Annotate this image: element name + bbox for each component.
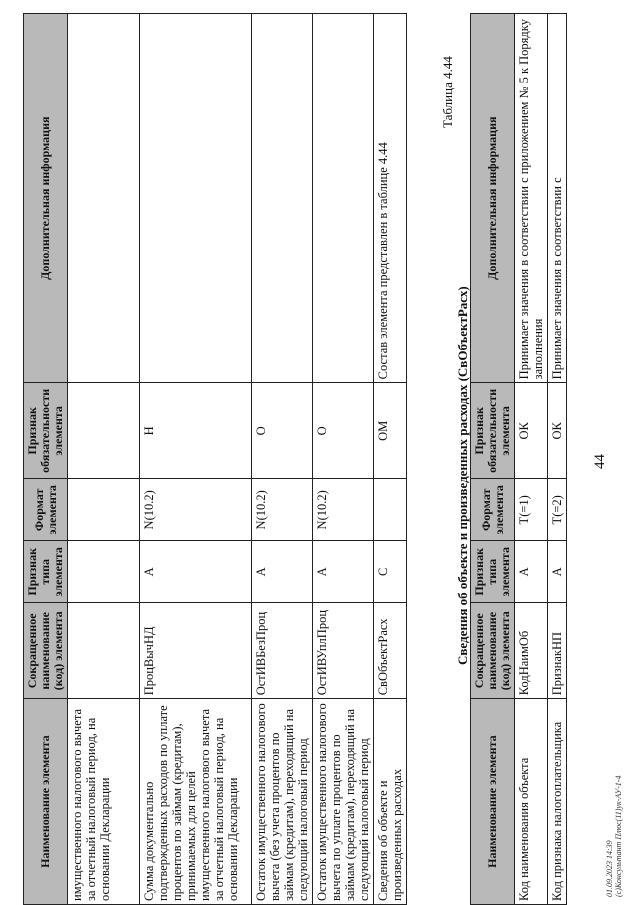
cell-type bbox=[68, 541, 140, 603]
cell-format: N(10.2) bbox=[313, 479, 374, 541]
cell-format: N(10.2) bbox=[140, 479, 252, 541]
header-name: Наименование элемента bbox=[471, 699, 515, 905]
cell-info bbox=[140, 14, 252, 383]
header-name: Наименование элемента bbox=[24, 699, 68, 905]
cell-short bbox=[68, 603, 140, 699]
cell-name: Остаток имущественного налогового вычета по уплате процентов по займам (кредитам), переходящий на следующий налоговый период bbox=[313, 699, 374, 905]
cell-type: А bbox=[313, 541, 374, 603]
header-short: Сокращенное наименование (код) элемента bbox=[24, 603, 68, 699]
cell-format: T(=1) bbox=[515, 479, 548, 541]
cell-format bbox=[68, 479, 140, 541]
table-title: Сведения об объекте и произведенных расходах (СвОбъектРасх) bbox=[455, 286, 470, 665]
header-required: Признак обязательности элемента bbox=[24, 383, 68, 479]
elements-table-continued bbox=[23, 13, 407, 905]
cell-format: N(10.2) bbox=[252, 479, 313, 541]
page-number: 44 bbox=[592, 454, 608, 469]
cell-type: А bbox=[140, 541, 252, 603]
cell-required: О bbox=[313, 383, 374, 479]
stamp-source: (c)Консультант Плюс(11)ук-АУ-1-4 bbox=[614, 775, 623, 897]
cell-short: СвОбъектРасх bbox=[374, 603, 407, 699]
cell-short: ПроцВычНД bbox=[140, 603, 252, 699]
table-row bbox=[515, 14, 548, 905]
cell-required: О bbox=[252, 383, 313, 479]
header-required: Признак обязательности элемента bbox=[471, 383, 515, 479]
cell-required: ОК bbox=[515, 383, 548, 479]
table-header-row bbox=[471, 14, 515, 905]
cell-required: ОК bbox=[548, 383, 567, 479]
object-expenses-table bbox=[470, 13, 567, 905]
cell-name: Остаток имущественного налогового вычета (без учета процентов по займам (кредитам), переходящий на следующий налоговый период bbox=[252, 699, 313, 905]
table-row bbox=[252, 14, 313, 905]
cell-info bbox=[313, 14, 374, 383]
cell-type: А bbox=[252, 541, 313, 603]
cell-name: имущественного налогового вычета за отчетный налоговый период, на основании Декларации bbox=[68, 699, 140, 905]
print-stamp bbox=[605, 776, 623, 897]
table-row bbox=[68, 14, 140, 905]
cell-info bbox=[68, 14, 140, 383]
header-info: Дополнительная информация bbox=[24, 14, 68, 383]
table-caption: Таблица 4.44 bbox=[440, 56, 455, 128]
header-format: Формат элемента bbox=[24, 479, 68, 541]
cell-short: ПризнакНП bbox=[548, 603, 567, 699]
cell-format bbox=[374, 479, 407, 541]
cell-info: Состав элемента представлен в таблице 4.44 bbox=[374, 14, 407, 383]
cell-name: Сумма документально подтвержденных расходов по уплате процентов по займам (кредитам), принимаемых для целей имущественного налогового вычета за отчетный налоговый период, на основании Декларации bbox=[140, 699, 252, 905]
table-row bbox=[548, 14, 567, 905]
cell-short: ОстИВБезПроц bbox=[252, 603, 313, 699]
header-short: Сокращенное наименование (код) элемента bbox=[471, 603, 515, 699]
cell-type: А bbox=[548, 541, 567, 603]
cell-required bbox=[68, 383, 140, 479]
header-info: Дополнительная информация bbox=[471, 14, 515, 383]
cell-required: ОМ bbox=[374, 383, 407, 479]
cell-name: Код признака налогоплательщика bbox=[548, 699, 567, 905]
cell-name: Сведения об объекте и произведенных расходах bbox=[374, 699, 407, 905]
table-row bbox=[374, 14, 407, 905]
header-format: Формат элемента bbox=[471, 479, 515, 541]
cell-info: Принимает значения в соответствии с приложением № 5 к Порядку заполнения bbox=[515, 14, 548, 383]
cell-info bbox=[252, 14, 313, 383]
table-header-row bbox=[24, 14, 68, 905]
cell-name: Код наименования объекта bbox=[515, 699, 548, 905]
table-row bbox=[313, 14, 374, 905]
header-type: Признак типа элемента bbox=[471, 541, 515, 603]
header-type: Признак типа элемента bbox=[24, 541, 68, 603]
cell-short: ОстИВУплПроц bbox=[313, 603, 374, 699]
table-row bbox=[140, 14, 252, 905]
stamp-date: 01.09.2023 14:39 bbox=[605, 840, 614, 897]
cell-short: КодНаимОб bbox=[515, 603, 548, 699]
cell-type: С bbox=[374, 541, 407, 603]
cell-type: А bbox=[515, 541, 548, 603]
cell-info: Принимает значения в соответствии с bbox=[548, 14, 567, 383]
cell-required: Н bbox=[140, 383, 252, 479]
cell-format: T(=2) bbox=[548, 479, 567, 541]
